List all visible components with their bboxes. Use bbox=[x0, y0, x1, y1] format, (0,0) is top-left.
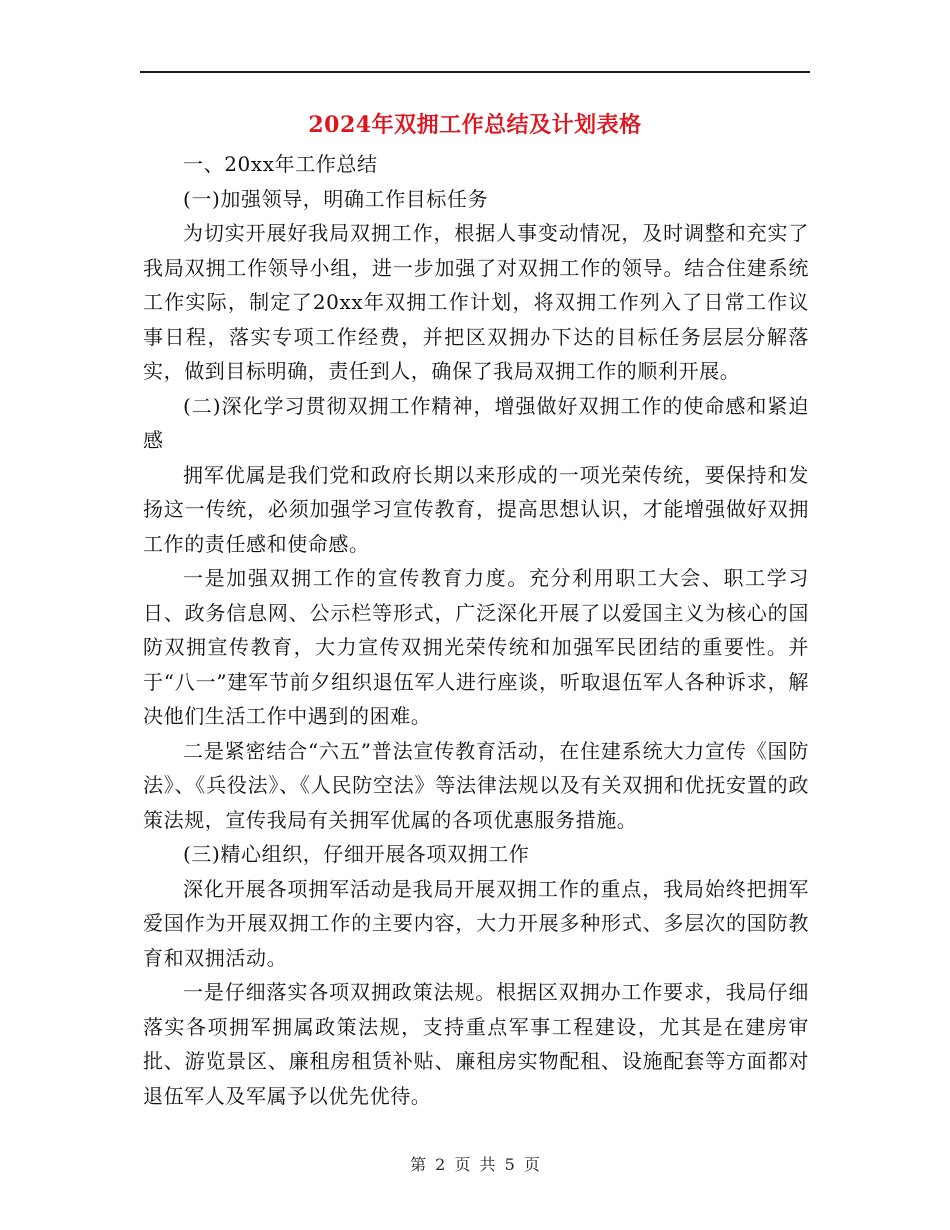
body-paragraph: 二是紧密结合“六五”普法宣传教育活动，在住建系统大力宣传《国防法》、《兵役法》、《人民防空法》等法律法规以及有关双拥和优抚安置的政策法规，宣传我局有关拥军优属的各项优惠服务措施。 bbox=[143, 738, 809, 832]
body-paragraph: 一是加强双拥工作的宣传教育力度。充分利用职工大会、职工学习日、政务信息网、公示栏等形式，广泛深化开展了以爱国主义为核心的国防双拥宣传教育，大力宣传双拥光荣传统和加强军民团结的重要性。并于“八一”建军节前夕组织退伍军人进行座谈，听取退伍军人各种诉求，解决他们生活工作中遇到的困难。 bbox=[143, 566, 809, 728]
body-paragraph: 深化开展各项拥军活动是我局开展双拥工作的重点，我局始终把拥军爱国作为开展双拥工作的主要内容，大力开展多种形式、多层次的国防教育和双拥活动。 bbox=[143, 876, 809, 970]
body-paragraph: 拥军优属是我们党和政府长期以来形成的一项光荣传统，要保持和发扬这一传统，必须加强学习宣传教育，提高思想认识，才能增强做好双拥工作的责任感和使命感。 bbox=[143, 462, 809, 556]
body-paragraph: 为切实开展好我局双拥工作，根据人事变动情况，及时调整和充实了我局双拥工作领导小组，进一步加强了对双拥工作的领导。结合住建系统工作实际，制定了20xx年双拥工作计划，将双拥工作列入了日常工作议事日程，落实专项工作经费，并把区双拥办下达的目标任务层层分解落实，做到目标明确，责任到人，确保了我局双拥工作的顺利开展。 bbox=[143, 221, 809, 383]
page-number-footer: 第 2 页 共 5 页 bbox=[410, 1155, 540, 1174]
subsection-heading-3: (三)精心组织，仔细开展各项双拥工作 bbox=[183, 842, 530, 866]
header-rule bbox=[140, 71, 810, 73]
document-body bbox=[143, 147, 809, 1113]
section-heading-1: 一、20xx年工作总结 bbox=[183, 152, 378, 176]
body-paragraph: 一是仔细落实各项双拥政策法规。根据区双拥办工作要求，我局仔细落实各项拥军拥属政策法规，支持重点军事工程建设，尤其是在建房审批、游览景区、廉租房租赁补贴、廉租房实物配租、设施配套等方面都对退伍军人及军属予以优先优待。 bbox=[143, 980, 809, 1108]
subsection-heading-1: (一)加强领导，明确工作目标任务 bbox=[183, 186, 489, 211]
subsection-heading-2: (二)深化学习贯彻双拥工作精神，增强做好双拥工作的使命感和紧迫感 bbox=[143, 393, 809, 452]
document-title: 2024年双拥工作总结及计划表格 bbox=[308, 112, 642, 138]
